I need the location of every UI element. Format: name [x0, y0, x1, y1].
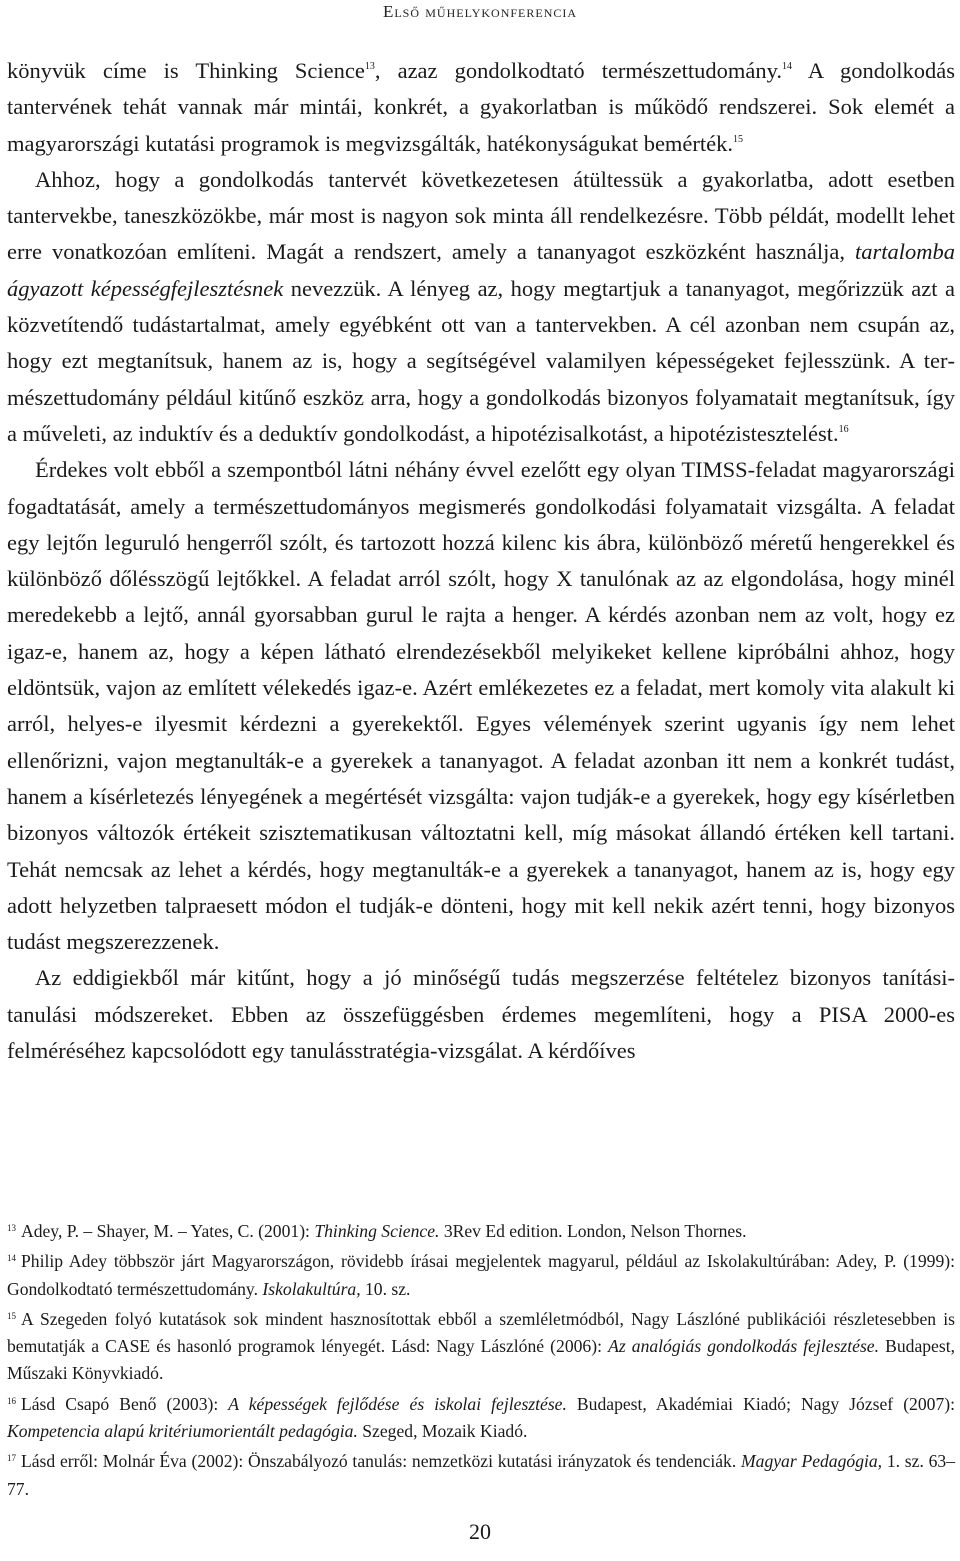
footnote-16: $^{16}$ Lásd Csapó Benő (2003): A képességek fejlődése és iskolai fejlesztése. Budapest, Akadémiai Kiadó; Nagy József (2007): Kompetencia alapú kritériumorientált pedagógia. Szeged, Mozaik Kiadó. — [7, 1393, 955, 1442]
footnote-15: $^{15}$ A Szegeden folyó kutatások sok mindent hasznosítottak ebből a szemléletmódból, Nagy Lászlóné publikációi részletesebben is bemutatják a CASE és hasonló programok lényegét. Lásd: Nagy Lászlóné (2006): Az analógiás gondolkodás fejlesztése. Budapest, Műszaki Könyvkiadó. — [7, 1308, 955, 1384]
page-number: 20 — [469, 1519, 491, 1544]
footnote-ref-16[interactable]: 16 — [838, 423, 849, 435]
footnote-ref-15[interactable]: 15 — [733, 133, 744, 145]
footnote-13: $^{13}$ Adey, P. – Shayer, M. – Yates, C. (2001): Thinking Science. 3Rev Ed edition. London, Nelson Thornes. — [7, 1221, 747, 1241]
emphasis-term: tartalomba ágyazott képességfejlesztésnek — [7, 239, 955, 301]
paragraph-1: könyvük címe is Thinking Science$^{13}$, azaz gondolkodtató természettudomány.$^{14}$ A gondolkodás tantervének tehát vannak már mintái, konkrét, a gyakorlatban is működő rendszerei. Sok elemét a magyarországi kutatási programok is megvizsgálták, hatékonyságukat bemérték.$^{15}$ — [7, 58, 955, 156]
paragraph-3: Érdekes volt ebből a szempontból látni néhány évvel ezelőtt egy olyan TIMSS-feladat magyarországi fogadtatását, amely a természettudományos megismerés gondolkodási folyamatait vizsgálta. A feladat egy lejtőn leguruló hengerről szólt, és tartozott hozzá kilenc kis ábra, különböző méretű hengerekkel és különböző dőlésszögű lejtőkkel. A feladat arról szólt, hogy X tanulónak az az elgondolása, hogy minél meredekebb a lejtő, annál gyorsabban gurul le rajta a henger. A kérdés azonban nem az volt, hogy ez igaz-e, hanem az, hogy a képen látható elrendezésekből melyikeket kellene kipróbálni ahhoz, hogy eldöntsük, vajon az említett vélekedés igaz-e. Azért emlékezetes ez a feladat, mert komoly vita alakult ki arról, helyes-e ilyesmit kérdezni a gyerekektől. Egyes vélemények szerint ugyanis így nem lehet ellenőrizni, vajon megtanulták-e a gyerekek a tananyagot. A feladat azonban itt nem a konkrét tudást, hanem a kísérletezés lényegének a megértését vizsgálta: vajon tudják-e a gyerekek, hogy egy kísérletben bizonyos változók értékeit szisztematikusan változtatni kell, míg másokat állandó értéken kell tartani. Tehát nemcsak az lehet a kérdés, hogy megtanulták-e a gyerekek a tananyagot, hanem az is, hogy egy adott helyzetben talpraesett módon el tudják-e dönteni, hogy mit kell nekik azért tenni, hogy bizonyos tudást megszerezzenek. — [7, 457, 955, 955]
footnotes — [7, 1218, 955, 1506]
footnote-17: $^{17}$ Lásd erről: Molnár Éva (2002): Önszabályozó tanulás: nemzetközi kutatási irányzatok és tendenciák. Magyar Pedagógia, 1. sz. 63–77. — [7, 1451, 955, 1499]
footnote-14: $^{14}$ Philip Adey többször járt Magyarországon, rövidebb írásai megjelentek magyarul, például az Iskolakultúrában: Adey, P. (1999): Gondolkodtató természettudomány. Iskolakultúra, 10. sz. — [7, 1251, 955, 1299]
paragraph-2: Ahhoz, hogy a gondolkodás tantervét következetesen átültessük a gyakorlatba, adott esetben tantervekbe, taneszközökbe, már most is nagyon sok minta áll rendelkezésre. Több példát, modellt lehet erre vonatkozóan említeni. Magát a rendszert, amely a tananyagot eszközként használja, tartalomba ágyazott képességfejlesztésnek nevezzük. A lényeg az, hogy megtartjuk a tananyagot, megőrizzük azt a közvetítendő tudástartalmat, amely egyébként ott van a tantervekben. A cél azonban nem csupán az, hogy ezt megtanítsuk, hanem az is, hogy a segítségével valamilyen képességeket fejlesszünk. A természettudomány például kitűnő eszköz arra, hogy a gondolkodás bizonyos folyamatait megtanítsuk, így a műveleti, az induktív és a deduktív gondolkodást, a hipotézisalkotást, a hipotézistesztelést.$^{16}$ — [7, 166, 955, 446]
running-header: Első műhelykonferencia — [382, 2, 578, 21]
paragraph-4: Az eddigiekből már kitűnt, hogy a jó minőségű tudás megszerzése feltételez bizonyos tanítási-tanulási módszereket. Ebben az összefüggésben érdemes megemlíteni, hogy a PISA 2000-es felméréséhez kapcsolódott egy tanulásstratégia-vizsgálat. A kérdőíves — [7, 965, 955, 1064]
footnote-ref-14[interactable]: 14 — [782, 61, 793, 72]
main-text — [7, 53, 955, 1069]
footnote-ref-13[interactable]: 13 — [364, 61, 375, 72]
